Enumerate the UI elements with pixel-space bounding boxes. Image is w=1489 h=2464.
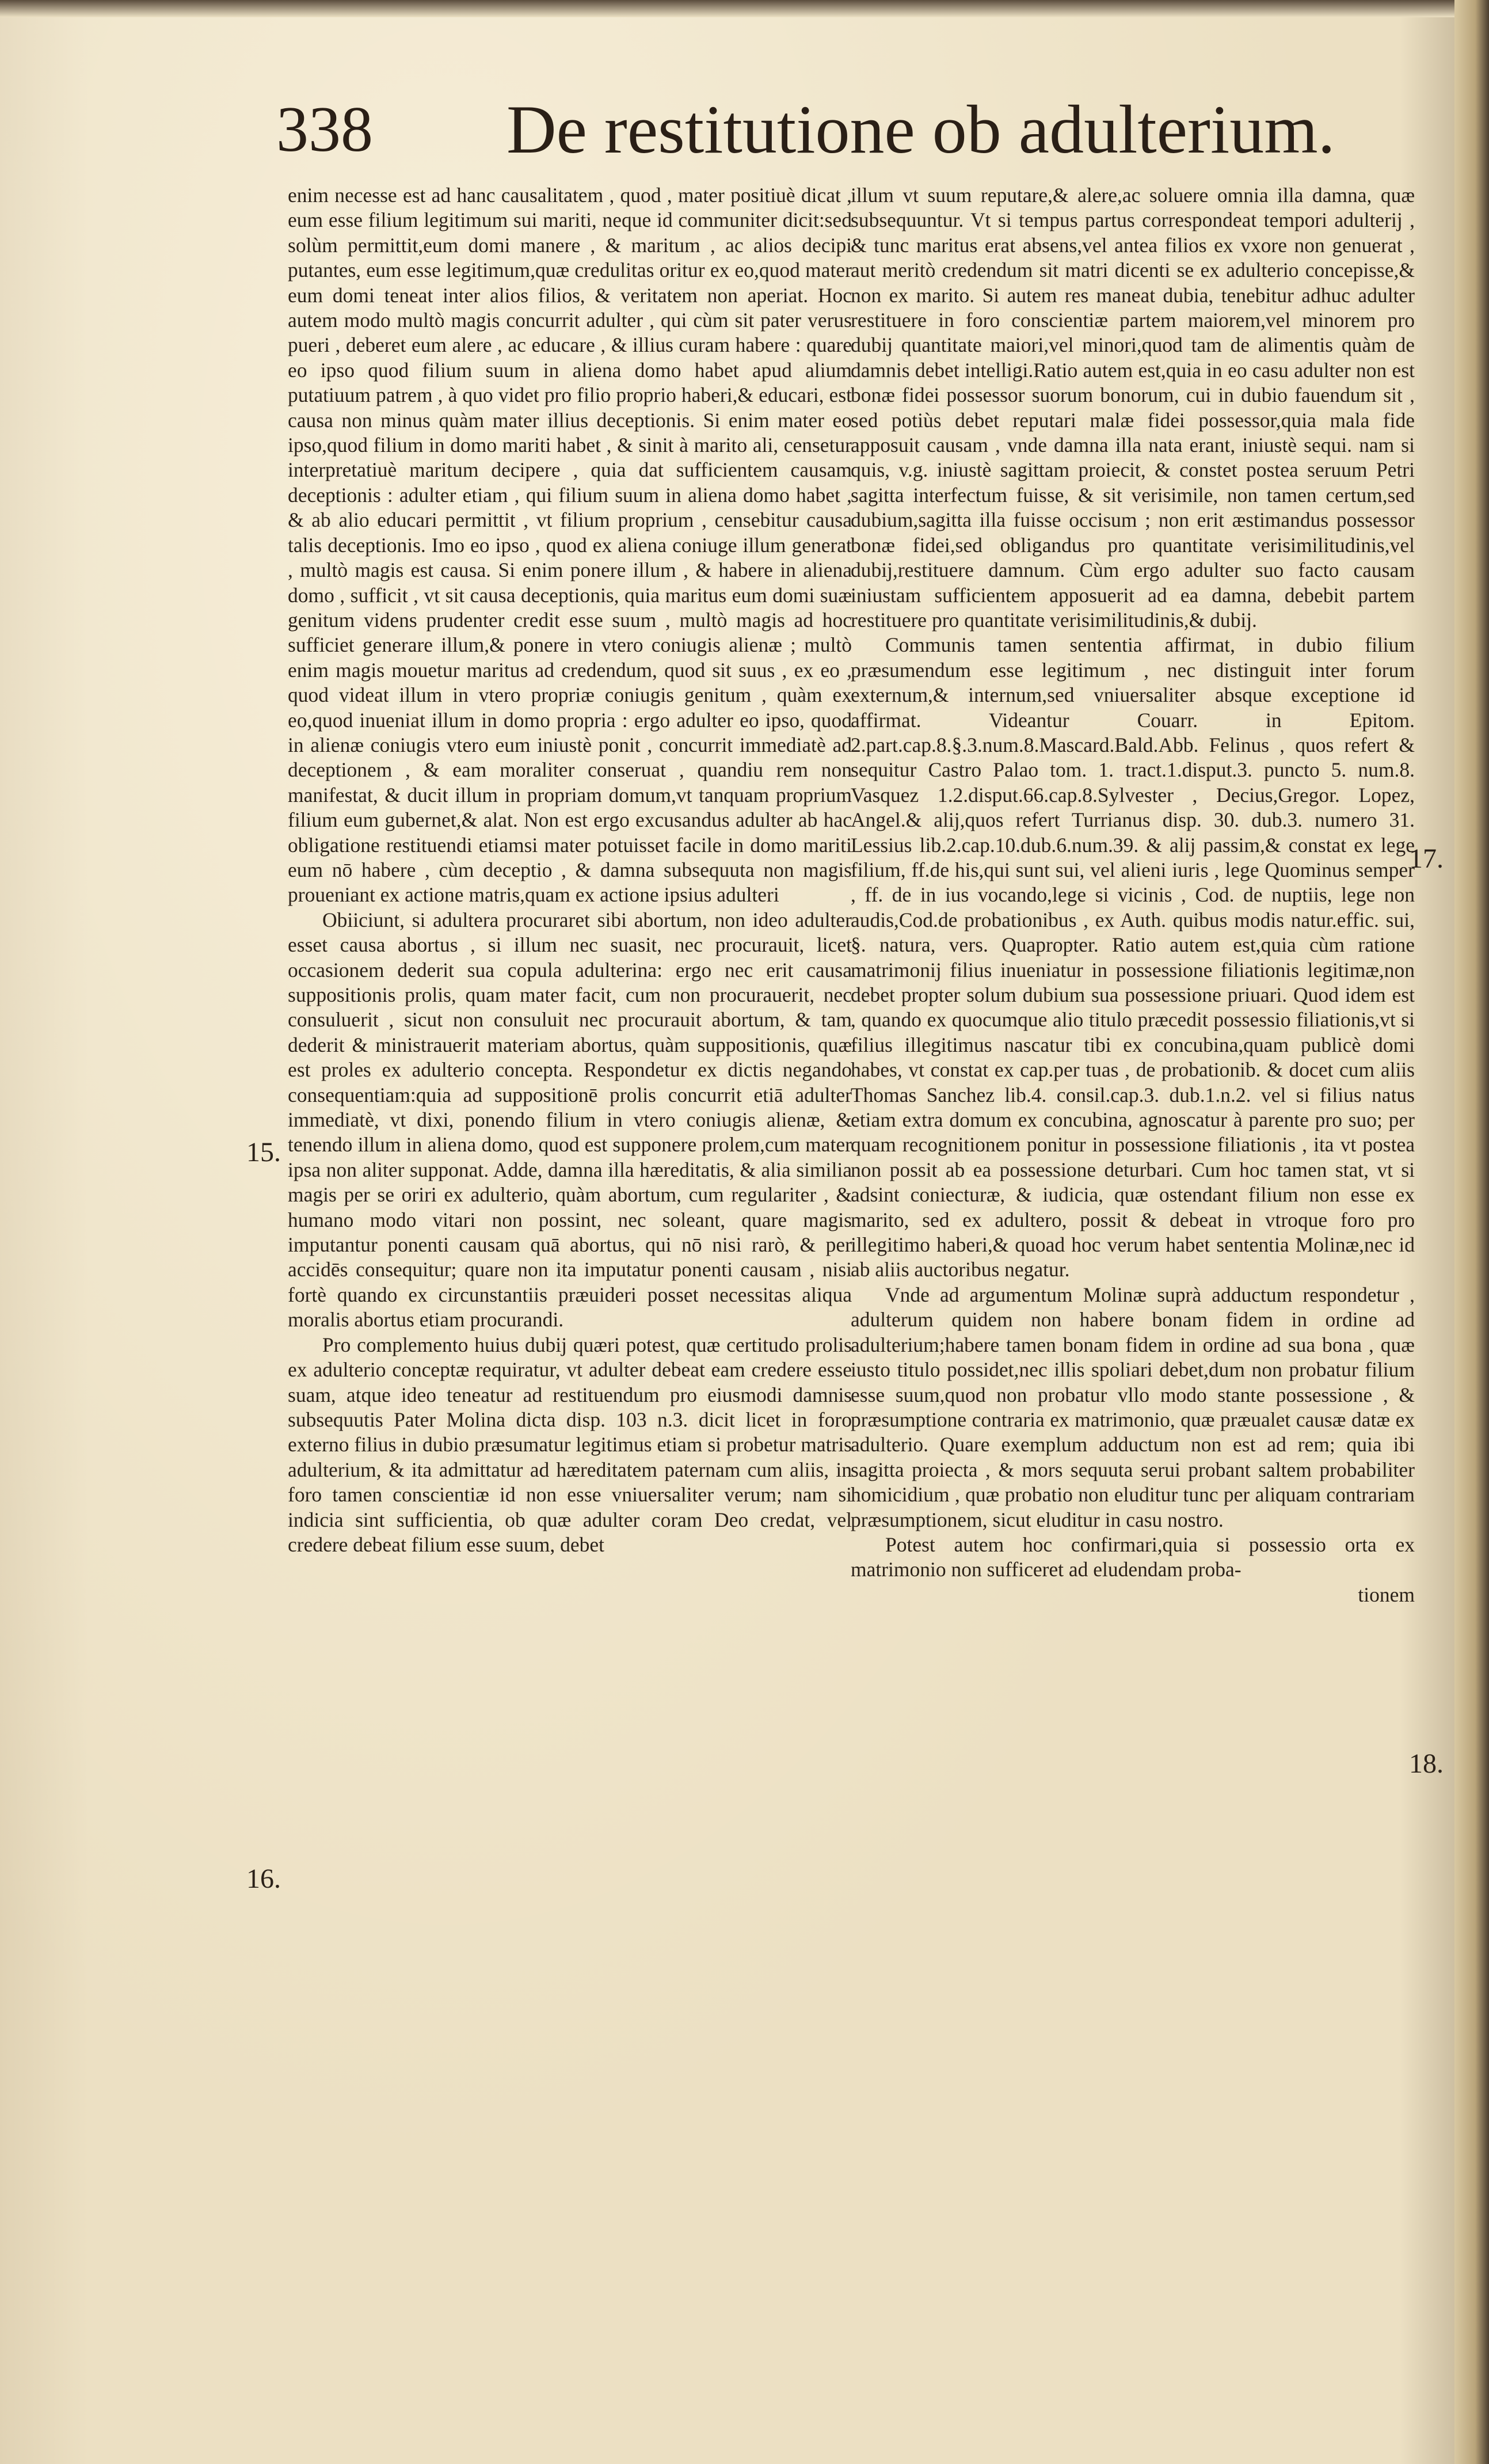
left-column [288,183,852,1557]
margin-number-17: 17. [1409,843,1444,874]
paragraph-right-3: Vnde ad argumentum Molinæ suprà adductum respondetur , adulterum quidem non habere bonam fidem in ordine ad adulterium;habere tamen bonam fidem in ordine ad sua bona , quæ iusto titulo possidet,nec illis spoliari debet,dum non probatur filium esse suum,quod non probatur vllo modo stante possessione , & præsumptione contraria ex matrimonio, quæ præualet causæ datæ ex adulterio. Quare exemplum adductum non est ad rem; quia ibi sagitta proiecta , & mors sequuta serui probant saltem probabiliter homicidium , quæ probatio non eluditur tunc per aliquam contrariam præsumptionem, sicut eluditur in casu nostro. [851,1283,1415,1531]
page-number: 338 [276,94,373,165]
paragraph-right-2: Communis tamen sententia affirmat, in dubio filium præsumendum esse legitimum , nec distinguit inter forum externum,& internum,sed vniuersaliter absque exceptione id affirmat. Videantur Couarr. in Epitom. 2.part.cap.8.§.3.num.8.Mascard.Bald.Abb. Felinus , quos refert & sequitur Castro Palao tom. 1. tract.1.disput.3. puncto 5. num.8. Vasquez 1.2.disput.66.cap.8.Sylvester , Decius,Gregor. Lopez, Angel.& alij,quos refert Turrianus disp. 30. dub.3. numero 31. Lessius lib.2.cap.10.dub.6.num.39. & alij passim,& constat ex lege filium, ff.de his,qui sunt sui, vel alieni iuris , lege Quominus semper , ff. de in ius vocando,lege si vicinis , Cod. de nuptiis, lege non audis,Cod.de probationibus , ex Auth. quibus modis natur.effic. sui, §. natura, vers. Quapropter. Ratio autem est,quia cùm ratione matrimonij filius inueniatur in possessione filiationis legitimæ,non debet propter solum dubium sua possessione priuari. Quod idem est , quando ex quocumque alio titulo præcedit possessio filiationis,vt si filius illegitimus nascatur tibi ex concubina,quam publicè domi habes, vt constat ex cap.per tuas , de probationib. & docet cum aliis Thomas Sanchez lib.4. consil.cap.3. dub.1.n.2. vel si filius natus etiam extra domum ex concubina, agnoscatur à parente pro suo; per quam recognitionem ponitur in possessione filiationis , ita vt postea non possit ab ea possessione deturbari. Cum hoc tamen stat, vt si adsint coniecturæ, & iudicia, quæ ostendant filium non esse ex marito, sed ex adultero, possit & debeat in vtroque foro pro illegitimo haberi,& quoad hoc verum habet sententia Molinæ,nec id ab aliis auctoribus negatur. [851,633,1415,1282]
page-header [276,86,1370,173]
paragraph-left-2: Obiiciunt, si adultera procuraret sibi abortum, non ideo adulter esset causa abortus , si illum nec suasit, nec procurauit, licet occasionem dederit sua copula adulterina: ergo nec erit causa suppositionis prolis, quam mater facit, cum non procurauerit, nec consuluerit , sicut non consuluit nec procurauit abortum, & tam dederit & ministrauerit materiam abortus, quàm suppositionis, quæ est proles ex adulterio concepta. Respondetur ex dictis negando consequentiam:quia ad suppositionē prolis concurrit etiā adulter immediatè, vt dixi, ponendo filium in vtero coniugis alienæ, & tenendo illum in aliena domo, quod est supponere prolem,cum mater ipsa non aliter supponat. Adde, damna illa hæreditatis, & alia similia magis per se oriri ex adulterio, quàm abortum, cum regulariter , & humano modo vitari non possint, nec soleant, quare magis imputantur ponenti causam quā abortus, qui nō nisi rarò, & per accidēs consequitur; quare non ita imputatur ponenti causam , nisi fortè quando ex circunstantiis præuideri posset necessitas aliqua moralis abortus etiam procurandi. [288,908,852,1332]
margin-number-15: 15. [246,1137,281,1168]
catchword: tionem [1358,1583,1415,1606]
paragraph-right-1: illum vt suum reputare,& alere,ac soluere omnia illa damna, quæ subsequuntur. Vt si tempus partus correspondeat tempori adulterij , & tunc maritus erat absens,vel antea filios ex vxore non genuerat , aut meritò credendum sit matri dicenti se ex adulterio concepisse,& non ex marito. Si autem res maneat dubia, tenebitur adhuc adulter restituere in foro conscientiæ partem maiorem,vel minorem pro dubij quantitate maiori,vel minori,quod tam de alimentis quàm de damnis debet intelligi.Ratio autem est,quia in eo casu adulter non est bonæ fidei possessor suorum bonorum, cui in dubio fauendum sit , sed potiùs debet reputari malæ fidei possessor,quia mala fide apposuit causam , vnde damna illa nata erant, iniustè sequi. nam si quis, v.g. iniustè sagittam proiecit, & constet postea seruum Petri sagitta interfectum fuisse, & sit verisimile, non tamen certum,sed dubium,sagitta illa fuisse occisum ; non erit æstimandus possessor bonæ fidei,sed obligandus pro quantitate verisimilitudinis,vel dubij,restituere damnum. Cùm ergo adulter suo facto causam iniustam sufficientem apposuerit ad ea damna, debebit partem restituere pro quantitate verisimilitudinis,& dubij. [851,184,1415,632]
paragraph-left-3: Pro complemento huius dubij quæri potest, quæ certitudo prolis ex adulterio conceptæ requiratur, vt adulter debeat eam credere esse suam, atque ideo teneatur ad restituendum pro eiusmodi damnis subsequutis Pater Molina dicta disp. 103 n.3. dicit licet in foro externo filius in dubio præsumatur legitimus etiam si probetur matris adulterium, & ita admittatur ad hæreditatem paternam cum aliis, in foro tamen conscientiæ id non esse vniuersaliter verum; nam si indicia sint sufficientia, ob quæ adulter coram Deo credat, vel credere debeat filium esse suum, debet [288,1333,852,1556]
page-top-edge [0,0,1489,17]
margin-number-18: 18. [1409,1748,1444,1779]
paragraph-right-4: Potest autem hoc confirmari,quia si possessio orta ex matrimonio non sufficeret ad eludendam proba- [851,1533,1415,1581]
margin-number-16: 16. [246,1864,281,1894]
paragraph-left-1: enim necesse est ad hanc causalitatem , quod , mater positiuè dicat , eum esse filium legitimum sui mariti, neque id communiter dicit:sed solùm permittit,eum domi manere , & maritum , ac alios decipi putantes, eum esse legitimum,quæ credulitas oritur ex eo,quod mater eum domi teneat inter alios filios, & veritatem non aperiat. Hoc autem modo multò magis concurrit adulter , qui cùm sit pater verus pueri , deberet eum alere , ac educare , & illius curam habere : quare eo ipso quod filium suum in aliena domo habet apud alium putatiuum patrem , à quo videt pro filio proprio haberi,& educari, est causa non minus quàm mater illius deceptionis. Si enim mater eo ipso,quod filium in domo mariti habet , & sinit à marito ali, censetur interpretatiuè maritum decipere , quia dat sufficientem causam deceptionis : adulter etiam , qui filium suum in aliena domo habet , & ab alio educari permittit , vt filium proprium , censebitur causa talis deceptionis. Imo eo ipso , quod ex aliena coniuge illum generat , multò magis est causa. Si enim ponere illum , & habere in aliena domo , sufficit , vt sit causa deceptionis, quia maritus eum domi suæ genitum videns prudenter credit esse suum , multò magis ad hoc sufficiet generare illum,& ponere in vtero coniugis alienæ ; multò enim magis mouetur maritus ad credendum, quod sit suus , ex eo , quod videat illum in vtero propriæ coniugis genitum , quàm ex eo,quod inueniat illum in domo propria : ergo adulter eo ipso, quod in alienæ coniugis vtero eum iniustè ponit , concurrit immediatè ad deceptionem , & eam moraliter conseruat , quandiu rem non manifestat, & ducit illum in propriam domum,vt tanquam proprium filium eum gubernet,& alat. Non est ergo excusandus adulter ab hac obligatione restituendi etiamsi mater potuisset facile in domo mariti eum nō habere , cùm deceptio , & damna subsequuta non magis proueniant ex actione matris,quam ex actione ipsius adulteri [288,184,852,907]
running-head: De restitutione ob adulterium. [507,91,1335,168]
right-column [851,183,1415,1607]
page-gutter-edge [1454,0,1489,2464]
